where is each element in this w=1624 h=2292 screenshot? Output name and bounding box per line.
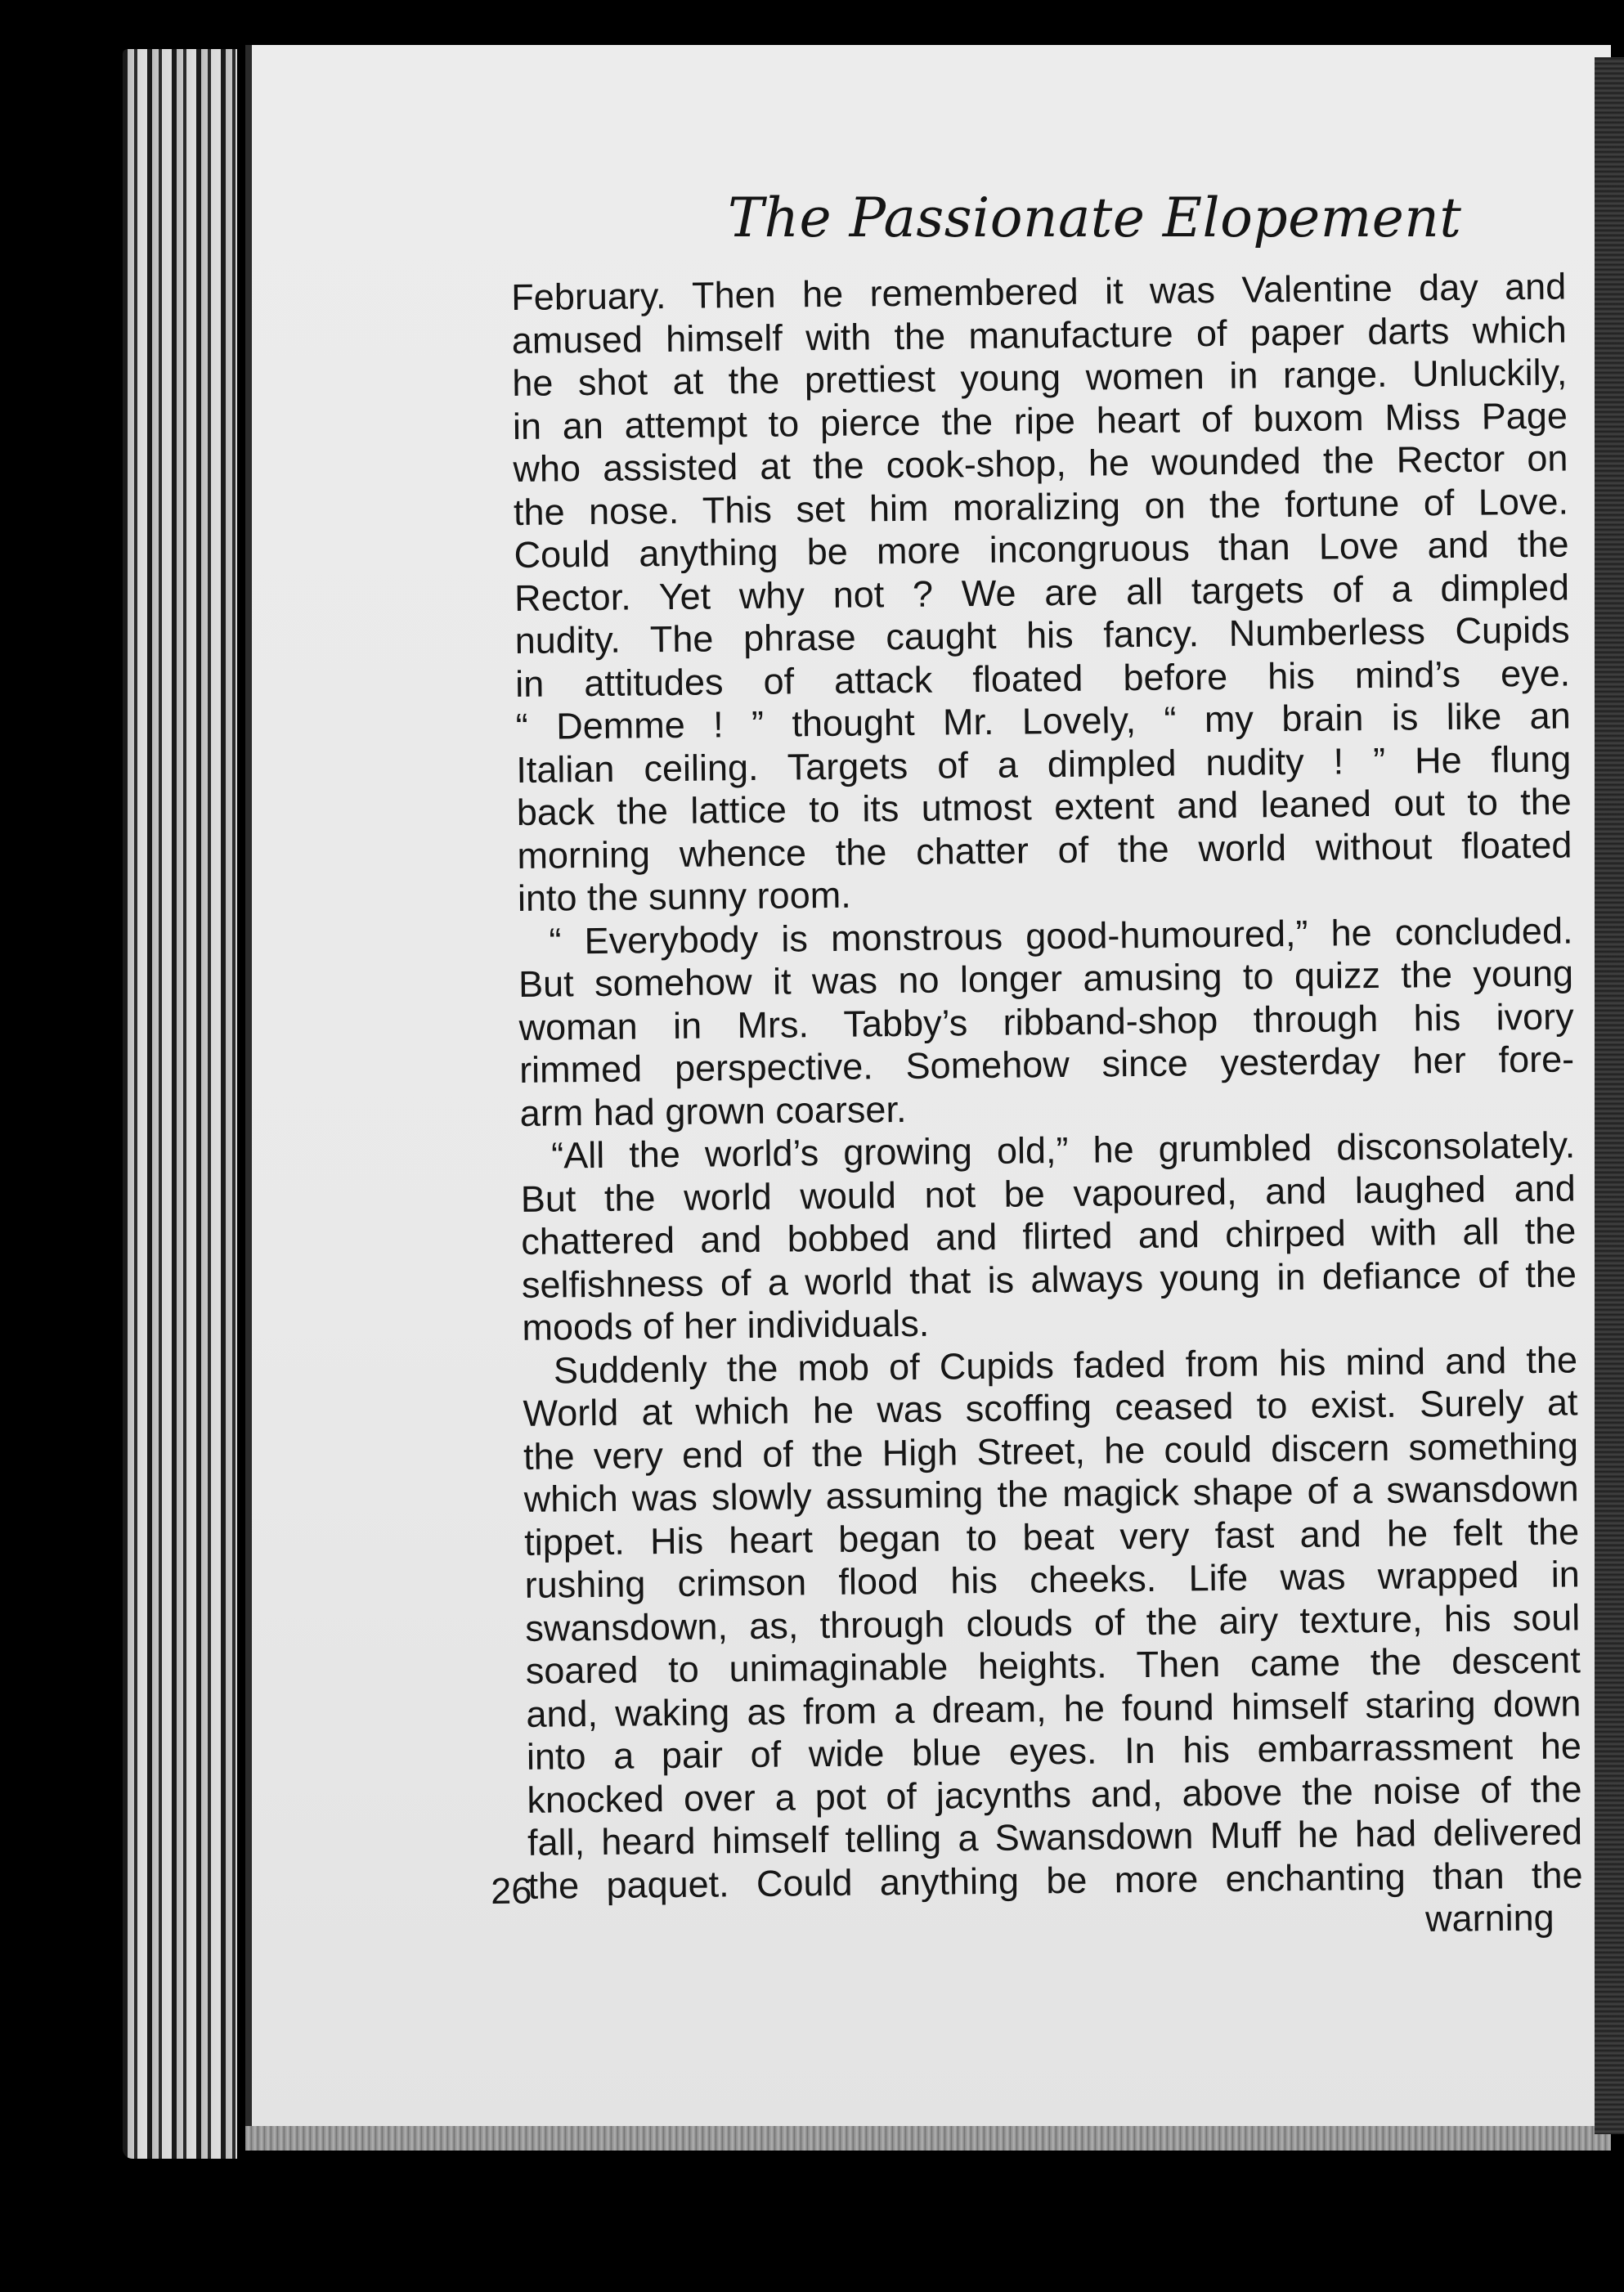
text-line: arm had grown coarser. <box>519 1088 907 1134</box>
text-line: amused himself with the manufacture of paper darts which <box>511 307 1568 361</box>
text-line: the nose. This set him moralizing on the fortune of Love. <box>513 479 1569 533</box>
text-line: selfishness of a world that is always young in defiance of the <box>521 1252 1577 1306</box>
text-line: in attitudes of attack floated before his mind’s eye. <box>514 651 1571 705</box>
text-line: into a pair of wide blue eyes. In his embarrassment he <box>526 1725 1582 1778</box>
text-line: World at which he was scoffing ceased to exist. Surely at <box>523 1381 1578 1434</box>
text-line: moods of her individuals. <box>522 1302 930 1348</box>
text-line: “ Everybody is monstrous good-humoured,” he concluded. <box>549 908 1573 962</box>
running-head: The Passionate Elopement <box>728 186 1462 249</box>
page-number: 26 <box>491 1869 532 1912</box>
text-line: Could anything be more incongruous than Love and the <box>514 523 1569 576</box>
text-line: who assisted at the cook-shop, he wounded the Rector on <box>513 437 1568 490</box>
text-line: which was slowly assuming the magick shape of a swansdown <box>523 1467 1579 1520</box>
text-line: swansdown, as, through clouds of the airy texture, his soul <box>525 1595 1581 1649</box>
text-line: the paquet. Could anything be more enchanting than the <box>527 1853 1583 1907</box>
book-right-edge <box>1595 57 1624 2134</box>
text-line: morning whence the chatter of the world without floated <box>517 823 1572 877</box>
text-line: rushing crimson flood his cheeks. Life was wrapped in <box>524 1553 1580 1606</box>
text-line: soared to unimaginable heights. Then came the descent <box>525 1639 1581 1692</box>
text-line: nudity. The phrase caught his fancy. Numberless Cupids <box>514 608 1570 662</box>
catchword: warning <box>1424 1896 1554 1940</box>
text-line: February. Then he remembered it was Valentine day and <box>511 265 1567 318</box>
text-line: back the lattice to its utmost extent and leaned out to the <box>516 780 1572 833</box>
text-line: “ Demme ! ” thought Mr. Lovely, “ my brain is like an <box>515 694 1571 747</box>
text-line: fall, heard himself telling a Swansdown Muff he had delivered <box>527 1810 1583 1864</box>
text-line: tippet. His heart began to beat very fast and he felt the <box>523 1509 1580 1563</box>
text-line: the very end of the High Street, he could discern something <box>523 1424 1579 1478</box>
text-line: he shot at the prettiest young women in range. Unluckily, <box>512 351 1568 404</box>
body-text <box>511 265 1583 1907</box>
text-line: woman in Mrs. Tabby’s ribband-shop through his ivory <box>518 994 1574 1048</box>
text-line: knocked over a pot of jacynths and, above the noise of the <box>527 1767 1582 1821</box>
text-line: Italian ceiling. Targets of a dimpled nudity ! ” He flung <box>516 737 1572 791</box>
text-line: Rector. Yet why not ? We are all targets of a dimpled <box>514 565 1570 619</box>
text-line: into the sunny room. <box>517 873 851 919</box>
text-line: in an attempt to pierce the ripe heart of buxom Miss Page <box>512 393 1568 447</box>
text-line: But the world would not be vapoured, and laughed and <box>520 1166 1577 1220</box>
text-line: rimmed perspective. Somehow since yesterday her fore- <box>518 1038 1575 1091</box>
book-page-edges <box>123 49 237 2159</box>
text-line: chattered and bobbed and flirted and chirped with all the <box>521 1209 1577 1263</box>
text-line: Suddenly the mob of Cupids faded from his mind and the <box>553 1338 1578 1392</box>
text-line: But somehow it was no longer amusing to quizz the young <box>518 952 1574 1005</box>
book-bottom-edge <box>245 2126 1611 2151</box>
text-line: “All the world’s growing old,” he grumbled disconsolately. <box>550 1124 1576 1177</box>
text-line: and, waking as from a dream, he found himself staring down <box>526 1681 1581 1735</box>
